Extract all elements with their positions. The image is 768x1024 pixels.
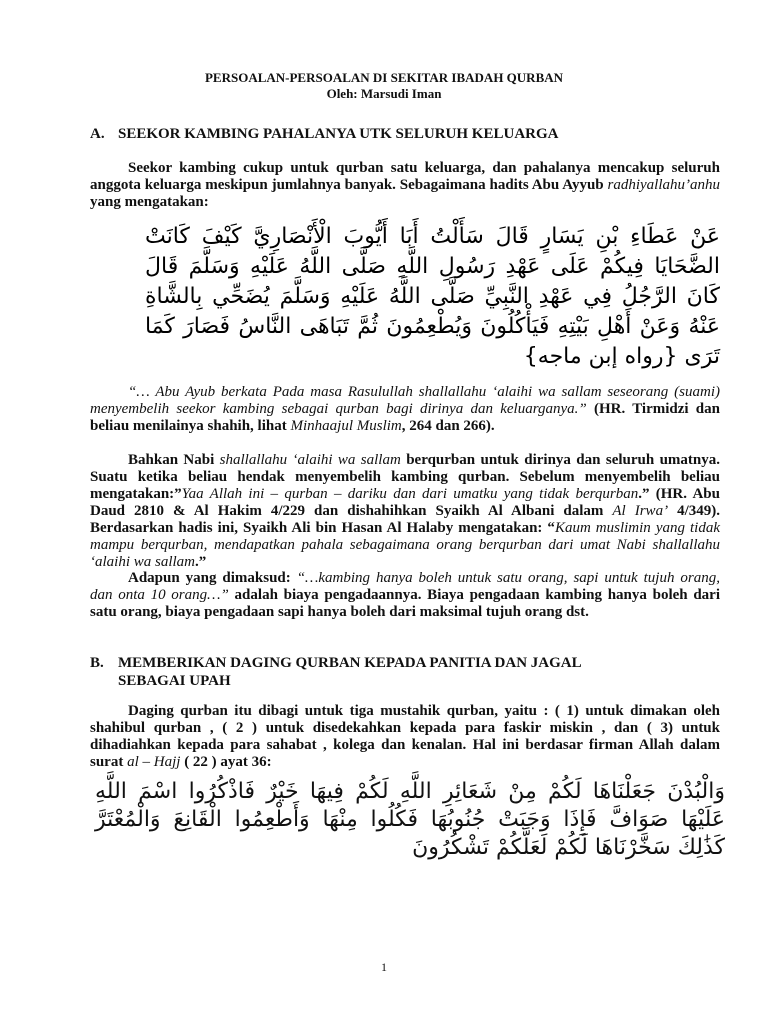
p3-b: berqurban untuk dirinya dan seluruh umatnya. Suatu ketika beliau hendak menyembelih kambing qurban. Sebelum menyembelih beliau mengatakan:”	[90, 452, 721, 502]
p3-italic-4: Kaum muslimin yang tidak mampu berqurban, mendapatkan pahala sebagaimana orang berqurban dari umat Nabi shallallahu ‘alaihi wa sallam	[90, 520, 720, 570]
p2-ref: (HR. Tirmidzi dan beliau menilainya shahih, lihat	[90, 401, 720, 434]
p1-italic: radhiyallahu’anhu	[607, 177, 720, 193]
b-p1-a: Daging qurban itu dibagi untuk tiga mustahik qurban, yaitu : ( 1) untuk dimakan oleh shahibul qurban , ( 2 ) untuk disedekahkan kepada para faskir miskin , dan ( 3) untuk dihadiahkan kepada para sahabat , kolega dan kenalan. Hal ini berdasar firman Allah dalam surat	[90, 703, 720, 770]
p3-c: .” (HR. Abu Daud 2810 & Al Hakim 4/229 dan dishahihkan Syaikh Al Albani dalam	[90, 486, 720, 519]
section-a-title: SEEKOR KAMBING PAHALANYA UTK SELURUH KELUARGA	[118, 126, 559, 142]
arabic-ayat: وَالْبُدْنَ جَعَلْنَاهَا لَكُمْ مِنْ شَعَائِرِ اللَّهِ لَكُمْ فِيهَا خَيْرٌ فَاذْكُرُوا اسْمَ اللَّهِ عَلَيْهَا صَوَافَّ فَإِذَا وَجَبَتْ جُنُوبُهَا فَكُلُوا مِنْهَا وَأَطْعِمُوا الْقَانِعَ وَالْمُعْتَرَّ كَذَٰلِكَ سَخَّرْنَاهَا لَكُمْ لَعَلَّكُمْ تَشْكُرُونَ	[95, 779, 725, 860]
page-number: 1	[381, 960, 387, 974]
p3-d: 4/349). Berdasarkan hadis ini, Syaikh Ali bin Hasan Al Halaby mengatakan: “	[90, 503, 720, 536]
section-a-paragraph-3	[90, 452, 720, 571]
document-author: Oleh: Marsudi Iman	[326, 86, 442, 101]
p2-quote: “… Abu Ayub berkata Pada masa Rasulullah shallallahu ‘alaihi wa sallam seseorang (suami) menyembelih seekor kambing sebagai qurban bagi dirinya dan keluarganya.”	[90, 384, 720, 417]
p4-a: Adapun yang dimaksud:	[128, 570, 297, 586]
arabic-hadith: عَنْ عَطَاءِ بْنِ يَسَارٍ قَالَ سَأَلْتُ أَبَا أَيُّوبَ الْأَنْصَارِيَّ كَيْفَ كَانَتْ الضَّحَايَا فِيكُمْ عَلَى عَهْدِ رَسُولِ اللَّهِ صَلَّى اللَّهُ عَلَيْهِ وَسَلَّمَ قَالَ كَانَ الرَّجُلُ فِي عَهْدِ النَّبِيِّ صَلَّى اللَّهُ عَلَيْهِ وَسَلَّمَ يُضَحِّي بِالشَّاةِ عَنْهُ وَعَنْ أَهْلِ بَيْتِهِ فَيَأْكُلُونَ وَيُطْعِمُونَ ثُمَّ تَبَاهَى النَّاسُ فَصَارَ كَمَا تَرَى {رواه إبن ماجه}	[145, 224, 720, 369]
b-p1-italic: al – Hajj	[127, 754, 181, 770]
section-b-title-line2: SEBAGAI UPAH	[118, 673, 231, 689]
section-a-paragraph-1	[90, 160, 720, 211]
section-a-heading	[90, 125, 720, 143]
p1-end: yang mengatakan:	[90, 194, 209, 210]
p3-italic-2: Yaa Allah ini – qurban – dariku dan dari umatku yang tidak berqurban	[181, 486, 639, 502]
p1-text: Seekor kambing cukup untuk qurban satu keluarga, dan pahalanya mencakup seluruh anggota keluarga meskipun jumlahnya banyak. Sebagaimana hadits Abu Ayyub	[90, 160, 720, 193]
section-a-letter: A.	[90, 126, 105, 142]
p3-e: .”	[195, 554, 207, 570]
section-b-letter: B.	[90, 655, 104, 671]
section-b-paragraph-1	[90, 703, 720, 771]
p3-a: Bahkan Nabi	[128, 452, 220, 468]
p2-ref-italic: Minhaajul Muslim	[290, 418, 402, 434]
document-title: PERSOALAN-PERSOALAN DI SEKITAR IBADAH QURBAN	[204, 70, 564, 85]
b-p1-b: ( 22 ) ayat 36:	[180, 754, 272, 770]
p3-italic-3: Al Irwa’	[612, 503, 669, 519]
p4-b: adalah biaya pengadaannya. Biaya pengadaan kambing hanya boleh dari satu orang, biaya pengadaan sapi hanya boleh dari maksimal tujuh orang dst.	[90, 587, 721, 620]
p3-italic-1: shallallahu ‘alaihi wa sallam	[219, 452, 401, 468]
p4-italic: “…kambing hanya boleh untuk satu orang, sapi untuk tujuh orang, dan onta 10 orang…”	[90, 570, 720, 603]
section-b-heading	[90, 654, 720, 690]
section-a-paragraph-2	[90, 384, 720, 435]
section-b-title-line1: MEMBERIKAN DAGING QURBAN KEPADA PANITIA DAN JAGAL	[118, 655, 582, 671]
section-a-paragraph-4	[90, 570, 720, 621]
p2-ref-end: , 264 dan 266).	[401, 418, 495, 434]
